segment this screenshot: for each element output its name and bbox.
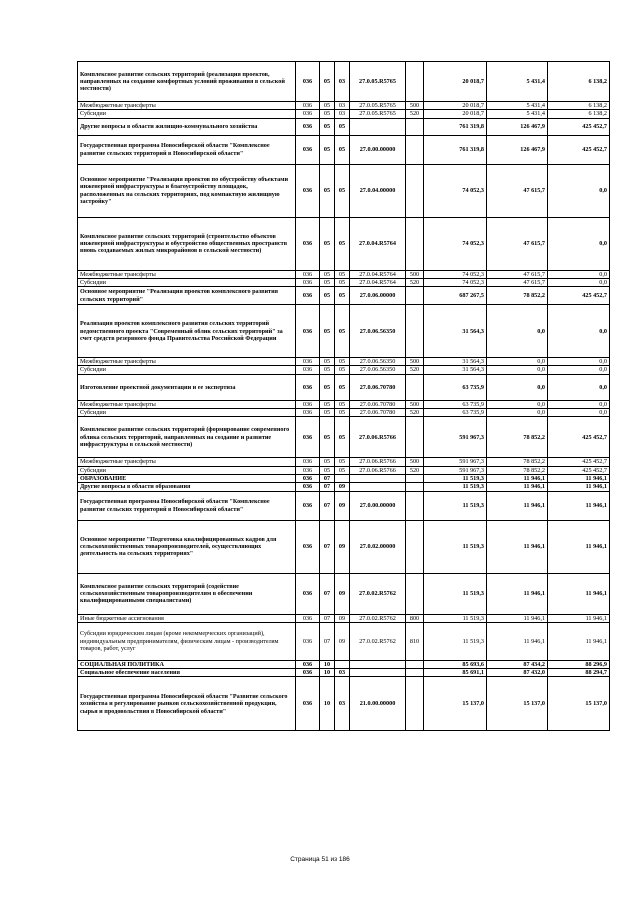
cell-subsection: 05 xyxy=(335,135,350,164)
cell-grbs: 036 xyxy=(296,491,320,520)
cell-amount-3: 11 946,1 xyxy=(548,573,610,614)
table-row xyxy=(78,483,610,491)
table-row xyxy=(78,110,610,118)
cell-amount-1: 11 519,3 xyxy=(424,622,487,660)
cell-expense-type: 810 xyxy=(406,622,424,660)
cell-name: Субсидии юридическим лицам (кроме некоммерческих организаций), индивидуальным предпринимателям, физическим лицам - производителям товаров, работ, услуг xyxy=(78,622,296,660)
cell-subsection: 09 xyxy=(335,491,350,520)
cell-subsection: 09 xyxy=(335,573,350,614)
cell-subsection: 05 xyxy=(335,217,350,270)
table-row xyxy=(78,614,610,622)
table-row xyxy=(78,135,610,164)
cell-amount-1: 74 052,3 xyxy=(424,164,487,217)
cell-name: Субсидии xyxy=(78,409,296,417)
cell-section: 05 xyxy=(320,270,335,278)
table-row xyxy=(78,102,610,110)
cell-name: Основное мероприятие "Реализация проектов по обустройству объектами инженерной инфраструктуры и благоустройству площадок, расположенных на сельских территориях, под компактную жилищную застройку" xyxy=(78,164,296,217)
cell-amount-2: 87 434,2 xyxy=(487,660,548,668)
cell-amount-1: 11 519,3 xyxy=(424,520,487,573)
cell-target-article: 27.0.00.00000 xyxy=(350,491,406,520)
cell-section: 05 xyxy=(320,118,335,135)
table-row xyxy=(78,520,610,573)
cell-amount-3: 0,0 xyxy=(548,400,610,408)
cell-target-article xyxy=(350,474,406,482)
cell-section: 07 xyxy=(320,491,335,520)
cell-amount-3: 425 452,7 xyxy=(548,287,610,305)
cell-amount-3: 0,0 xyxy=(548,374,610,400)
cell-amount-1: 761 319,8 xyxy=(424,135,487,164)
cell-expense-type: 500 xyxy=(406,358,424,366)
cell-amount-1: 761 319,8 xyxy=(424,118,487,135)
cell-amount-1: 20 018,7 xyxy=(424,62,487,102)
cell-amount-2: 5 431,4 xyxy=(487,102,548,110)
cell-expense-type xyxy=(406,573,424,614)
cell-subsection: 09 xyxy=(335,520,350,573)
cell-grbs: 036 xyxy=(296,417,320,458)
table-row xyxy=(78,118,610,135)
budget-table-container xyxy=(77,61,609,731)
cell-subsection: 05 xyxy=(335,366,350,374)
cell-target-article: 27.0.02.00000 xyxy=(350,520,406,573)
table-row xyxy=(78,660,610,668)
cell-amount-2: 126 467,9 xyxy=(487,135,548,164)
cell-grbs: 036 xyxy=(296,270,320,278)
cell-grbs: 036 xyxy=(296,374,320,400)
cell-section: 07 xyxy=(320,622,335,660)
cell-target-article: 27.0.06.70780 xyxy=(350,409,406,417)
cell-name: Комплексное развитие сельских территорий (формирование современного облика сельских территорий, направленных на создание и развитие инфраструктуры в сельской местности) xyxy=(78,417,296,458)
cell-grbs: 036 xyxy=(296,287,320,305)
cell-expense-type: 520 xyxy=(406,366,424,374)
cell-grbs: 036 xyxy=(296,135,320,164)
cell-grbs: 036 xyxy=(296,660,320,668)
cell-name: Основное мероприятие "Подготовка квалифицированных кадров для сельскохозяйственных товаропроизводителей, осуществляющих деятельность на сельских территориях" xyxy=(78,520,296,573)
cell-grbs: 036 xyxy=(296,409,320,417)
cell-amount-1: 15 137,0 xyxy=(424,677,487,731)
cell-name: Социальное обеспечение населения xyxy=(78,669,296,677)
table-row xyxy=(78,62,610,102)
table-row xyxy=(78,466,610,474)
cell-name: Другие вопросы в области образования xyxy=(78,483,296,491)
cell-name: ОБРАЗОВАНИЕ xyxy=(78,474,296,482)
cell-subsection: 05 xyxy=(335,118,350,135)
cell-target-article: 27.0.06.56350 xyxy=(350,366,406,374)
cell-name: Субсидии xyxy=(78,278,296,286)
cell-grbs: 036 xyxy=(296,458,320,466)
cell-amount-1: 591 967,3 xyxy=(424,417,487,458)
cell-target-article: 27.0.06.R5766 xyxy=(350,417,406,458)
cell-amount-3: 0,0 xyxy=(548,366,610,374)
cell-amount-1: 11 519,3 xyxy=(424,573,487,614)
cell-subsection: 09 xyxy=(335,483,350,491)
cell-section: 07 xyxy=(320,483,335,491)
cell-subsection: 05 xyxy=(335,358,350,366)
cell-name: Межбюджетные трансферты xyxy=(78,102,296,110)
cell-amount-3: 88 294,7 xyxy=(548,669,610,677)
cell-expense-type xyxy=(406,118,424,135)
cell-subsection: 03 xyxy=(335,677,350,731)
cell-amount-2: 11 946,1 xyxy=(487,483,548,491)
table-body xyxy=(78,62,610,731)
cell-section: 05 xyxy=(320,135,335,164)
cell-section: 05 xyxy=(320,466,335,474)
cell-grbs: 036 xyxy=(296,62,320,102)
cell-amount-1: 31 564,3 xyxy=(424,366,487,374)
cell-amount-2: 5 431,4 xyxy=(487,62,548,102)
cell-section: 10 xyxy=(320,669,335,677)
cell-amount-1: 31 564,3 xyxy=(424,305,487,358)
cell-target-article: 27.0.02.R5762 xyxy=(350,573,406,614)
cell-name: Государственная программа Новосибирской области "Комплексное развитие сельских территорий в Новосибирской области" xyxy=(78,135,296,164)
cell-expense-type xyxy=(406,164,424,217)
cell-amount-2: 11 946,1 xyxy=(487,614,548,622)
cell-expense-type: 800 xyxy=(406,614,424,622)
cell-amount-3: 11 946,1 xyxy=(548,622,610,660)
cell-grbs: 036 xyxy=(296,118,320,135)
cell-target-article: 27.0.06.56350 xyxy=(350,358,406,366)
cell-subsection: 05 xyxy=(335,374,350,400)
cell-expense-type xyxy=(406,135,424,164)
cell-subsection: 05 xyxy=(335,164,350,217)
cell-amount-3: 11 946,1 xyxy=(548,483,610,491)
cell-amount-2: 11 946,1 xyxy=(487,491,548,520)
budget-table xyxy=(77,61,610,731)
table-row xyxy=(78,217,610,270)
cell-section: 05 xyxy=(320,417,335,458)
cell-amount-1: 85 693,6 xyxy=(424,660,487,668)
cell-expense-type xyxy=(406,62,424,102)
cell-subsection: 05 xyxy=(335,409,350,417)
cell-subsection xyxy=(335,660,350,668)
cell-expense-type xyxy=(406,417,424,458)
cell-amount-3: 0,0 xyxy=(548,270,610,278)
table-row xyxy=(78,164,610,217)
cell-expense-type: 520 xyxy=(406,466,424,474)
cell-section: 05 xyxy=(320,164,335,217)
cell-expense-type xyxy=(406,669,424,677)
cell-amount-2: 47 615,7 xyxy=(487,164,548,217)
cell-amount-3: 88 296,9 xyxy=(548,660,610,668)
cell-amount-2: 78 852,2 xyxy=(487,287,548,305)
cell-subsection: 05 xyxy=(335,400,350,408)
cell-grbs: 036 xyxy=(296,278,320,286)
cell-amount-1: 20 018,7 xyxy=(424,110,487,118)
cell-subsection: 03 xyxy=(335,102,350,110)
cell-target-article: 27.0.06.70780 xyxy=(350,374,406,400)
cell-target-article: 27.0.06.00000 xyxy=(350,287,406,305)
table-row xyxy=(78,358,610,366)
cell-name: Государственная программа Новосибирской области "Развитие сельского хозяйства и регулирование рынков сельскохозяйственной продукции, сырья и продовольствия в Новосибирской области" xyxy=(78,677,296,731)
cell-section: 05 xyxy=(320,358,335,366)
cell-expense-type xyxy=(406,217,424,270)
cell-amount-3: 0,0 xyxy=(548,409,610,417)
cell-expense-type: 500 xyxy=(406,458,424,466)
cell-section: 07 xyxy=(320,474,335,482)
cell-amount-3: 0,0 xyxy=(548,358,610,366)
cell-amount-3: 6 138,2 xyxy=(548,62,610,102)
cell-target-article: 27.0.00.00000 xyxy=(350,135,406,164)
cell-subsection: 09 xyxy=(335,622,350,660)
cell-name: Основное мероприятие "Реализация проектов комплексного развития сельских территорий" xyxy=(78,287,296,305)
cell-amount-3: 11 946,1 xyxy=(548,614,610,622)
table-row xyxy=(78,458,610,466)
cell-expense-type: 520 xyxy=(406,409,424,417)
cell-target-article xyxy=(350,483,406,491)
cell-grbs: 036 xyxy=(296,102,320,110)
cell-subsection: 05 xyxy=(335,287,350,305)
cell-grbs: 036 xyxy=(296,466,320,474)
cell-amount-2: 0,0 xyxy=(487,305,548,358)
cell-section: 05 xyxy=(320,287,335,305)
cell-section: 05 xyxy=(320,400,335,408)
cell-amount-1: 11 519,3 xyxy=(424,614,487,622)
cell-amount-3: 11 946,1 xyxy=(548,474,610,482)
cell-amount-3: 425 452,7 xyxy=(548,135,610,164)
cell-amount-1: 11 519,3 xyxy=(424,483,487,491)
cell-grbs: 036 xyxy=(296,677,320,731)
cell-amount-1: 74 052,3 xyxy=(424,217,487,270)
cell-subsection: 09 xyxy=(335,614,350,622)
cell-section: 05 xyxy=(320,217,335,270)
cell-target-article xyxy=(350,669,406,677)
cell-subsection xyxy=(335,474,350,482)
cell-amount-1: 63 735,9 xyxy=(424,409,487,417)
cell-grbs: 036 xyxy=(296,622,320,660)
cell-subsection: 05 xyxy=(335,270,350,278)
cell-target-article: 27.0.05.R5765 xyxy=(350,102,406,110)
cell-section: 07 xyxy=(320,573,335,614)
cell-amount-1: 11 519,3 xyxy=(424,474,487,482)
cell-name: Межбюджетные трансферты xyxy=(78,400,296,408)
cell-amount-3: 6 138,2 xyxy=(548,110,610,118)
cell-amount-2: 78 852,2 xyxy=(487,458,548,466)
cell-amount-3: 425 452,7 xyxy=(548,118,610,135)
cell-grbs: 036 xyxy=(296,614,320,622)
cell-expense-type: 500 xyxy=(406,102,424,110)
cell-name: СОЦИАЛЬНАЯ ПОЛИТИКА xyxy=(78,660,296,668)
cell-subsection: 03 xyxy=(335,110,350,118)
cell-name: Иные бюджетные ассигнования xyxy=(78,614,296,622)
cell-amount-2: 78 852,2 xyxy=(487,466,548,474)
cell-amount-2: 0,0 xyxy=(487,358,548,366)
cell-grbs: 036 xyxy=(296,217,320,270)
cell-target-article: 27.0.05.R5765 xyxy=(350,110,406,118)
cell-amount-3: 11 946,1 xyxy=(548,520,610,573)
cell-subsection: 05 xyxy=(335,278,350,286)
cell-name: Другие вопросы в области жилищно-коммунального хозяйства xyxy=(78,118,296,135)
cell-name: Реализация проектов комплексного развития сельских территорий ведомственного проекта "Современный облик сельских территорий" за счет средств резервного фонда Правительства Российской Федерации xyxy=(78,305,296,358)
cell-amount-1: 74 052,3 xyxy=(424,270,487,278)
cell-target-article: 27.0.02.R5762 xyxy=(350,622,406,660)
cell-expense-type: 520 xyxy=(406,110,424,118)
cell-amount-1: 63 735,9 xyxy=(424,374,487,400)
cell-name: Субсидии xyxy=(78,110,296,118)
cell-amount-2: 47 615,7 xyxy=(487,278,548,286)
cell-grbs: 036 xyxy=(296,358,320,366)
cell-section: 05 xyxy=(320,409,335,417)
cell-amount-2: 0,0 xyxy=(487,409,548,417)
cell-grbs: 036 xyxy=(296,520,320,573)
cell-amount-1: 31 564,3 xyxy=(424,358,487,366)
cell-section: 05 xyxy=(320,458,335,466)
cell-section: 05 xyxy=(320,278,335,286)
table-row xyxy=(78,366,610,374)
cell-target-article: 27.0.06.R5766 xyxy=(350,466,406,474)
cell-amount-2: 47 615,7 xyxy=(487,270,548,278)
cell-amount-3: 425 452,7 xyxy=(548,458,610,466)
cell-amount-2: 11 946,1 xyxy=(487,520,548,573)
cell-expense-type xyxy=(406,677,424,731)
cell-grbs: 036 xyxy=(296,305,320,358)
cell-name: Изготовление проектной документации и ее экспертиза xyxy=(78,374,296,400)
cell-name: Субсидии xyxy=(78,466,296,474)
cell-amount-3: 425 452,7 xyxy=(548,466,610,474)
cell-target-article: 27.0.05.R5765 xyxy=(350,62,406,102)
cell-amount-3: 0,0 xyxy=(548,278,610,286)
cell-amount-3: 425 452,7 xyxy=(548,417,610,458)
cell-grbs: 036 xyxy=(296,400,320,408)
cell-amount-2: 11 946,1 xyxy=(487,622,548,660)
cell-expense-type xyxy=(406,305,424,358)
cell-name: Межбюджетные трансферты xyxy=(78,458,296,466)
cell-target-article: 27.0.02.R5762 xyxy=(350,614,406,622)
cell-target-article: 27.0.04.R5764 xyxy=(350,217,406,270)
cell-amount-1: 11 519,3 xyxy=(424,491,487,520)
cell-target-article: 27.0.04.R5764 xyxy=(350,270,406,278)
table-row xyxy=(78,374,610,400)
cell-section: 10 xyxy=(320,677,335,731)
cell-grbs: 036 xyxy=(296,110,320,118)
table-row xyxy=(78,270,610,278)
cell-expense-type xyxy=(406,520,424,573)
cell-target-article xyxy=(350,660,406,668)
cell-section: 05 xyxy=(320,366,335,374)
cell-subsection: 05 xyxy=(335,305,350,358)
cell-amount-1: 687 267,5 xyxy=(424,287,487,305)
cell-expense-type: 500 xyxy=(406,270,424,278)
cell-section: 05 xyxy=(320,62,335,102)
cell-name: Межбюджетные трансферты xyxy=(78,358,296,366)
cell-amount-2: 78 852,2 xyxy=(487,417,548,458)
cell-grbs: 036 xyxy=(296,474,320,482)
cell-amount-1: 74 052,3 xyxy=(424,278,487,286)
cell-amount-3: 0,0 xyxy=(548,305,610,358)
cell-target-article: 27.0.04.00000 xyxy=(350,164,406,217)
cell-amount-3: 15 137,0 xyxy=(548,677,610,731)
table-row xyxy=(78,287,610,305)
table-row xyxy=(78,573,610,614)
table-row xyxy=(78,417,610,458)
cell-amount-2: 5 431,4 xyxy=(487,110,548,118)
cell-grbs: 036 xyxy=(296,483,320,491)
cell-section: 05 xyxy=(320,110,335,118)
cell-subsection: 03 xyxy=(335,669,350,677)
cell-expense-type: 520 xyxy=(406,278,424,286)
cell-name: Государственная программа Новосибирской области "Комплексное развитие сельских территорий в Новосибирской области" xyxy=(78,491,296,520)
cell-name: Комплексное развитие сельских территорий (содействие сельскохозяйственным товаропроизводителям в обеспечении квалифицированными специалистами) xyxy=(78,573,296,614)
cell-target-article: 27.0.06.R5766 xyxy=(350,458,406,466)
cell-amount-1: 85 691,1 xyxy=(424,669,487,677)
cell-section: 05 xyxy=(320,102,335,110)
cell-grbs: 036 xyxy=(296,669,320,677)
cell-expense-type xyxy=(406,483,424,491)
cell-subsection: 05 xyxy=(335,458,350,466)
cell-name: Субсидии xyxy=(78,366,296,374)
cell-amount-1: 591 967,3 xyxy=(424,466,487,474)
cell-target-article: 21.0.00.00000 xyxy=(350,677,406,731)
cell-target-article xyxy=(350,118,406,135)
cell-section: 07 xyxy=(320,520,335,573)
table-row xyxy=(78,669,610,677)
table-row xyxy=(78,305,610,358)
cell-expense-type xyxy=(406,491,424,520)
cell-amount-2: 126 467,9 xyxy=(487,118,548,135)
cell-amount-3: 11 946,1 xyxy=(548,491,610,520)
cell-amount-2: 11 946,1 xyxy=(487,474,548,482)
cell-amount-2: 0,0 xyxy=(487,400,548,408)
cell-amount-1: 63 735,9 xyxy=(424,400,487,408)
cell-grbs: 036 xyxy=(296,366,320,374)
cell-target-article: 27.0.04.R5764 xyxy=(350,278,406,286)
cell-expense-type: 500 xyxy=(406,400,424,408)
cell-section: 07 xyxy=(320,614,335,622)
cell-grbs: 036 xyxy=(296,164,320,217)
cell-amount-2: 11 946,1 xyxy=(487,573,548,614)
cell-amount-1: 591 967,3 xyxy=(424,458,487,466)
cell-expense-type xyxy=(406,474,424,482)
cell-target-article: 27.0.06.56350 xyxy=(350,305,406,358)
cell-subsection: 05 xyxy=(335,466,350,474)
cell-amount-2: 87 432,0 xyxy=(487,669,548,677)
cell-amount-2: 0,0 xyxy=(487,366,548,374)
cell-expense-type xyxy=(406,374,424,400)
cell-section: 05 xyxy=(320,374,335,400)
cell-subsection: 03 xyxy=(335,62,350,102)
cell-amount-3: 0,0 xyxy=(548,217,610,270)
cell-section: 10 xyxy=(320,660,335,668)
page-footer: Страница 51 из 186 xyxy=(290,856,350,863)
table-row xyxy=(78,677,610,731)
table-row xyxy=(78,409,610,417)
cell-amount-1: 20 018,7 xyxy=(424,102,487,110)
cell-expense-type xyxy=(406,287,424,305)
cell-expense-type xyxy=(406,660,424,668)
table-row xyxy=(78,400,610,408)
cell-section: 05 xyxy=(320,305,335,358)
table-row xyxy=(78,622,610,660)
cell-name: Комплексное развитие сельских территорий (строительство объектов инженерной инфраструктуры и обустройство общественных пространств вновь создаваемых жилых микрорайонов в сельской местности) xyxy=(78,217,296,270)
cell-amount-2: 0,0 xyxy=(487,374,548,400)
cell-subsection: 05 xyxy=(335,417,350,458)
cell-name: Комплексное развитие сельских территорий (реализация проектов, направленных на создание комфортных условий проживания в сельской местности) xyxy=(78,62,296,102)
cell-amount-2: 47 615,7 xyxy=(487,217,548,270)
cell-amount-3: 0,0 xyxy=(548,164,610,217)
cell-target-article: 27.0.06.70780 xyxy=(350,400,406,408)
cell-grbs: 036 xyxy=(296,573,320,614)
table-row xyxy=(78,474,610,482)
cell-amount-3: 6 138,2 xyxy=(548,102,610,110)
cell-amount-2: 15 137,0 xyxy=(487,677,548,731)
cell-name: Межбюджетные трансферты xyxy=(78,270,296,278)
table-row xyxy=(78,491,610,520)
table-row xyxy=(78,278,610,286)
